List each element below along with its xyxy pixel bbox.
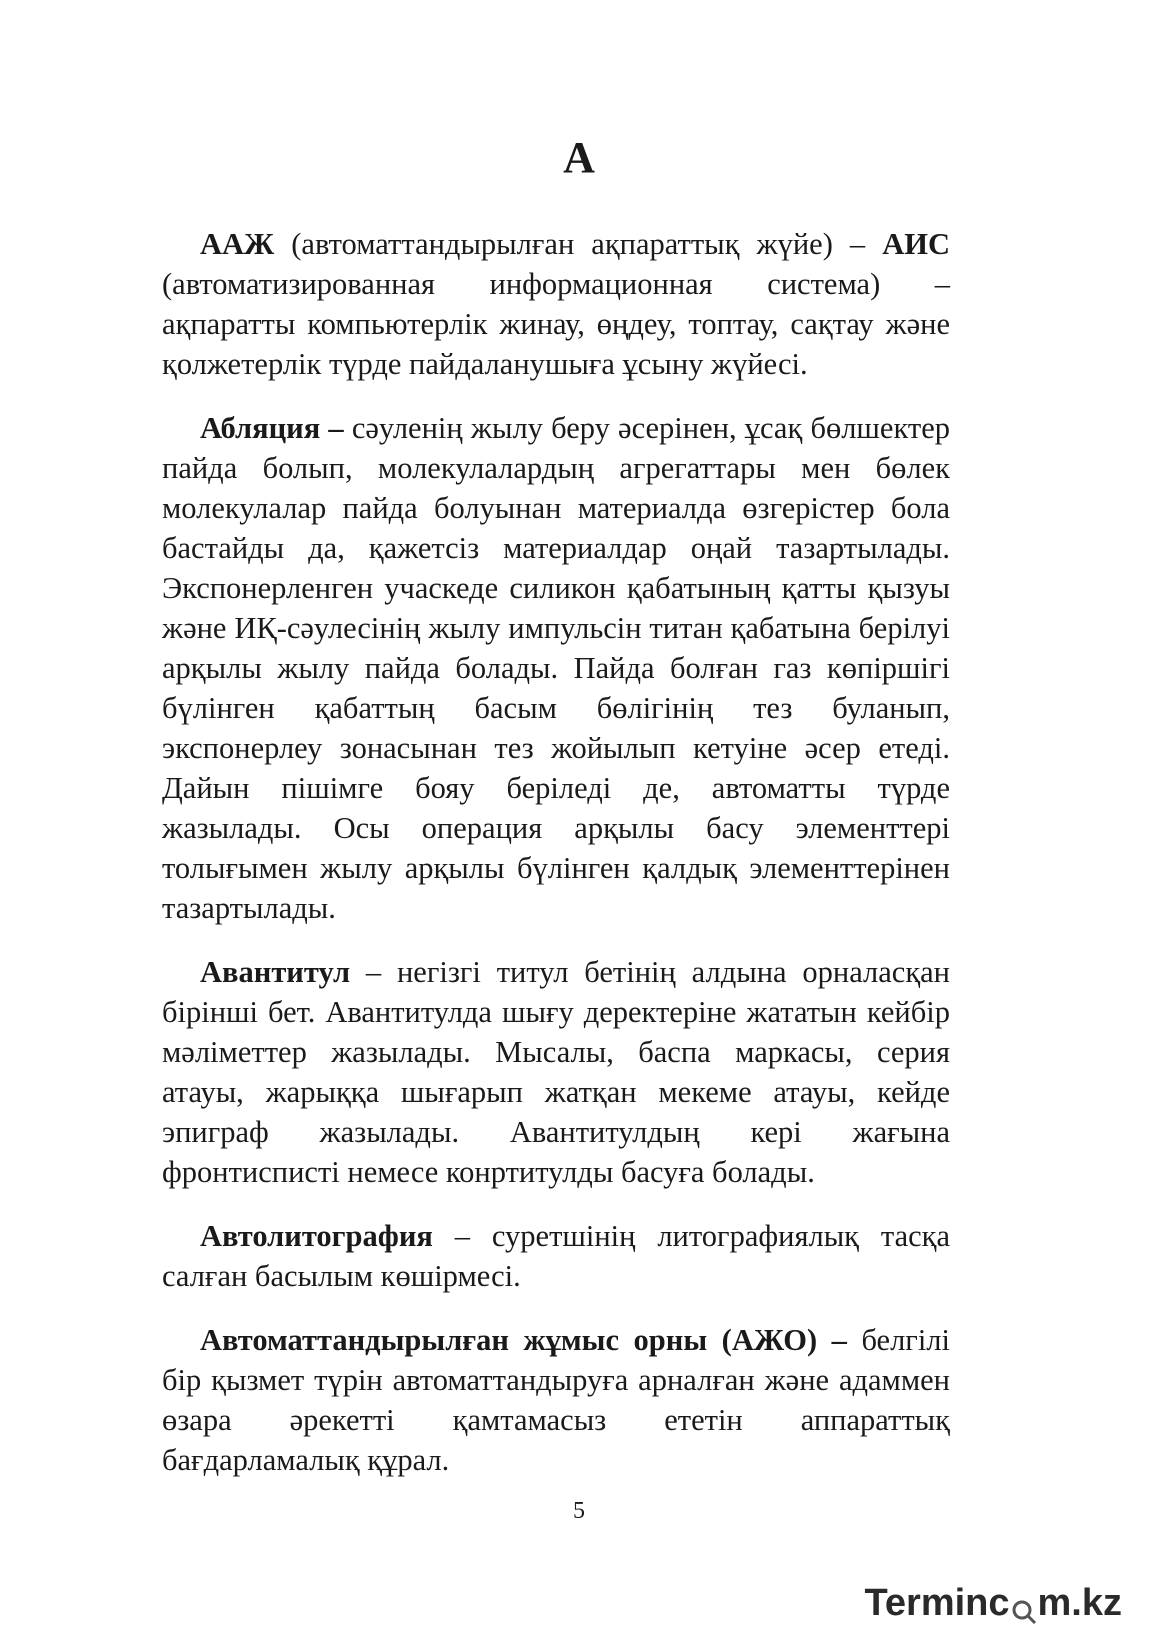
entry-term-secondary: АИС [882, 227, 950, 261]
entry-term: Абляция – [200, 411, 344, 445]
entry-term: ААЖ [200, 227, 275, 261]
page-number: 5 [573, 1498, 585, 1524]
entry-autolithography [162, 1216, 950, 1296]
magnifier-icon [1011, 1591, 1037, 1617]
entry-avantitul [162, 952, 950, 1192]
section-letter: А [563, 133, 595, 182]
entry-ablation [162, 408, 950, 928]
entry-text: белгілі бір қызмет түрін автоматтандыруға арналған және адаммен өзара әрекетті қамтамасыз ететін аппараттық бағдарламалық құрал. [162, 1323, 950, 1477]
entry-term: Автоматтандырылған жұмыс орны (АЖО) – [200, 1323, 847, 1357]
entry-text: (автоматизированная информационная система) – ақпаратты компьютерлік жинау, өңдеу, топтау, сақтау және қолжетерлік түрде пайдаланушыға ұсыну жүйесі. [162, 267, 950, 381]
watermark-text-start: Terminc [864, 1582, 1010, 1624]
entry-text: (автоматтандырылған ақпараттық жүйе) – [274, 227, 883, 261]
watermark-text-end: m.kz [1037, 1582, 1122, 1624]
site-watermark [865, 1582, 1123, 1625]
entry-text: сәуленің жылу беру әсерінен, ұсақ бөлшектер пайда болып, молекулалардың агрегаттары мен бөлек молекулалар пайда болуынан материалда өзгерістер бола бастайды да, қажетсіз материалдар оңай тазартылады. Экспонерленген учаскеде силикон қабатының қатты қызуы және ИҚ-сәулесінің жылу импульсін титан қабатына берілуі арқылы жылу пайда болады. Пайда болған газ көпіршігі бүлінген қабаттың басым бөлігінің тез буланып, экспонерлеу зонасынан тез жойылып кетуіне әсер етеді. Дайын пішімге бояу беріледі де, автоматты түрде жазылады. Осы операция арқылы басу элементтері толығымен жылу арқылы бүлінген қалдық элементтерінен тазартылады. [162, 411, 950, 925]
entry-aazh [162, 224, 950, 384]
entry-term: Авантитул [200, 955, 351, 989]
entry-term: Автолитография [200, 1219, 433, 1253]
entry-workstation [162, 1320, 950, 1480]
entry-text: – суретшінің литографиялық тасқа салған басылым көшірмесі. [162, 1219, 950, 1293]
dictionary-entries [162, 224, 950, 1504]
entry-text: – негізгі титул бетінің алдына орналасқан бірінші бет. Авантитулда шығу деректеріне жататын кейбір мәліметтер жазылады. Мысалы, баспа маркасы, серия атауы, жарыққа шығарып жатқан мекеме атауы, кейде эпиграф жазылады. Авантитулдың кері жағына фронтиспистi немесе конртитулды басуға болады. [162, 955, 950, 1189]
